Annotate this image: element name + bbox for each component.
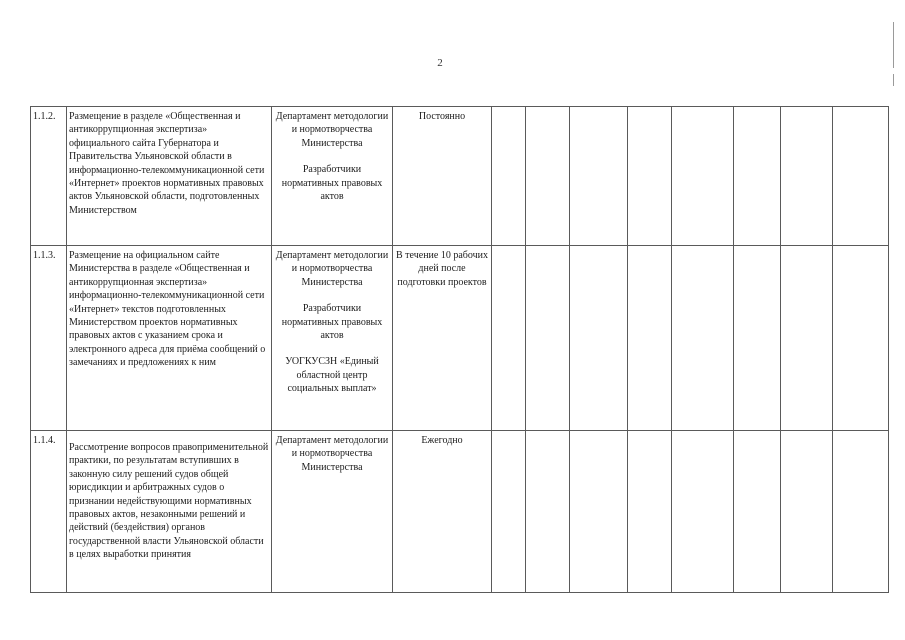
responsible-cell [272, 246, 393, 431]
deadline-cell: Постоянно [393, 107, 492, 246]
measure-text: Размещение на официальном сайте Министерства в разделе «Общественная и антикоррупционная экспертиза» информационно-телекоммуникационной сети «Интернет» текстов подготовленных Министерством проектов нормативных правовых актов с указанием срока и электронного адреса для приёма сообщений о замечаниях и предложениях к ним [67, 246, 272, 431]
empty-cell [526, 246, 570, 431]
responsible-item: Разработчики нормативных правовых актов [281, 303, 383, 342]
empty-cell [628, 431, 672, 593]
item-number: 1.1.2. [31, 107, 67, 246]
table-row [31, 431, 889, 593]
deadline-cell: В течение 10 рабочих дней после подготовки проектов [393, 246, 492, 431]
responsible-item: Департамент методологии и нормотворчества Министерства [275, 111, 389, 149]
table-row [31, 107, 889, 246]
empty-cell [734, 107, 781, 246]
empty-cell [781, 107, 833, 246]
responsible-cell [272, 107, 393, 246]
empty-cell [628, 246, 672, 431]
scan-edge-mark [893, 22, 894, 68]
table-row [31, 246, 889, 431]
responsible-item: Департамент методологии и нормотворчества Министерства [275, 250, 389, 288]
item-number: 1.1.3. [31, 246, 67, 431]
empty-cell [833, 431, 889, 593]
empty-cell [833, 107, 889, 246]
responsible-item: Департамент методологии и нормотворчества Министерства [275, 435, 389, 473]
empty-cell [492, 246, 526, 431]
measures-table [30, 106, 889, 593]
measure-text: Рассмотрение вопросов правоприменительной практики, по результатам вступивших в законную силу решений судов общей юрисдикции и арбитражных судов о признании недействующими нормативных правовых актов, незаконными решений и действий (бездействия) органов государственной власти Ульяновской области в целях выработки принятия [67, 431, 272, 593]
empty-cell [526, 107, 570, 246]
scan-edge-mark [893, 74, 894, 86]
item-number: 1.1.4. [31, 431, 67, 593]
empty-cell [672, 246, 734, 431]
empty-cell [628, 107, 672, 246]
empty-cell [492, 107, 526, 246]
empty-cell [570, 107, 628, 246]
empty-cell [781, 246, 833, 431]
empty-cell [570, 431, 628, 593]
empty-cell [570, 246, 628, 431]
responsible-item: УОГКУСЗН «Единый областной центр социальных выплат» [285, 356, 379, 395]
empty-cell [734, 246, 781, 431]
empty-cell [781, 431, 833, 593]
empty-cell [492, 431, 526, 593]
empty-cell [833, 246, 889, 431]
empty-cell [672, 431, 734, 593]
empty-cell [672, 107, 734, 246]
measure-text: Размещение в разделе «Общественная и антикоррупционная экспертиза» официального сайта Губернатора и Правительства Ульяновской области в информационно-телекоммуникационной сети «Интернет» проектов нормативных правовых актов Ульяновской области, подготовленных Министерством [67, 107, 272, 246]
empty-cell [526, 431, 570, 593]
responsible-cell [272, 431, 393, 593]
page-number: 2 [437, 57, 443, 69]
responsible-item: Разработчики нормативных правовых актов [281, 164, 383, 203]
deadline-cell: Ежегодно [393, 431, 492, 593]
empty-cell [734, 431, 781, 593]
